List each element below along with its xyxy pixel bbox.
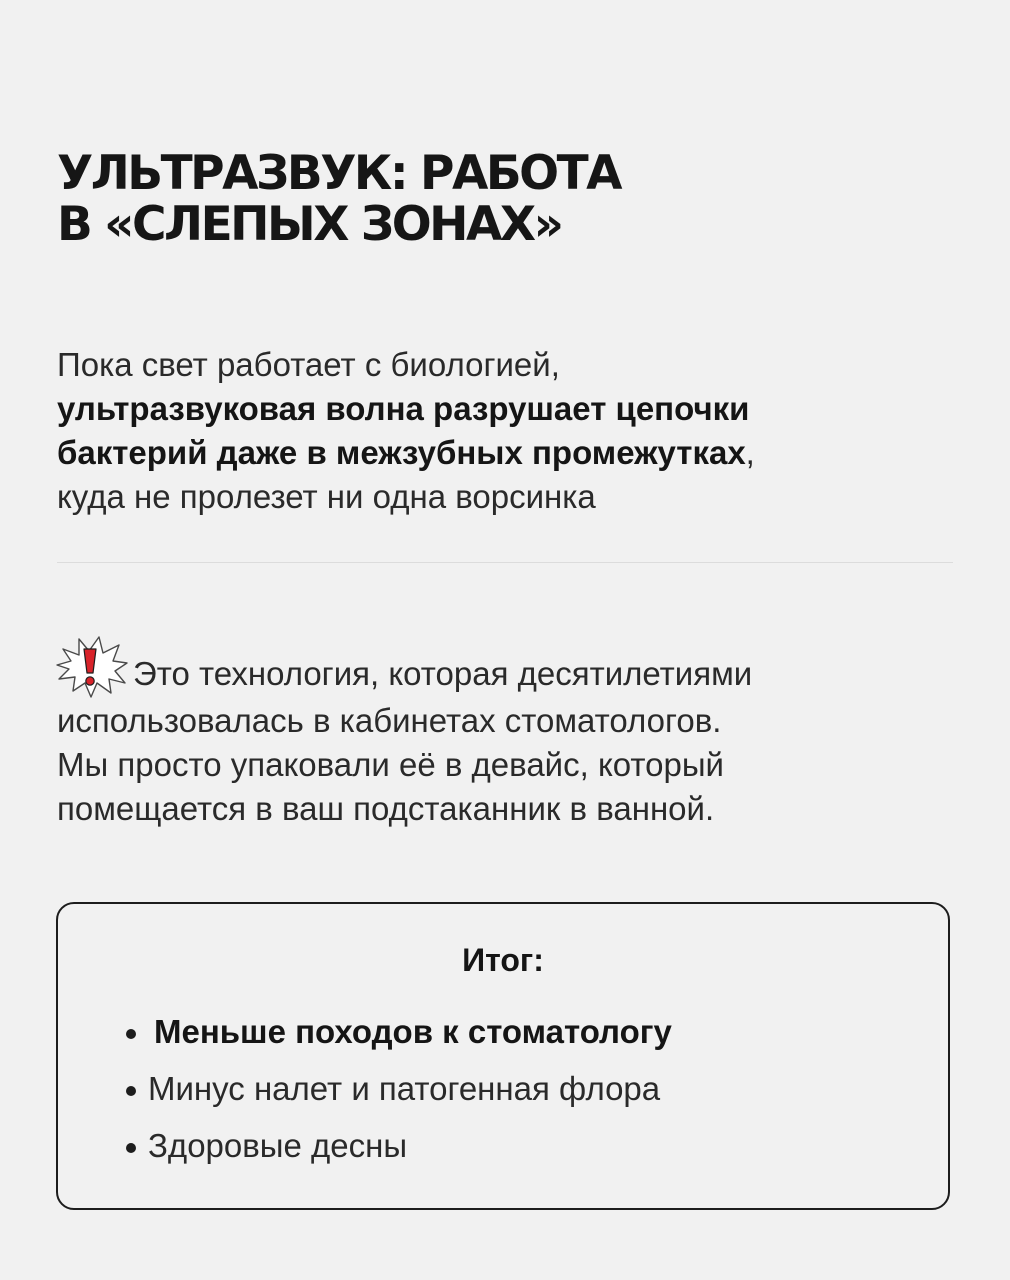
section-divider	[57, 562, 953, 563]
intro-line-4: куда не пролезет ни одна ворсинка	[57, 478, 596, 515]
note-line-3: Мы просто упаковали её в девайс, который	[57, 746, 724, 783]
note-line-1	[57, 635, 957, 699]
intro-comma: ,	[745, 434, 755, 471]
intro-paragraph	[57, 343, 957, 519]
intro-line-2	[57, 387, 957, 431]
title-line-2: В «СЛЕПЫХ ЗОНАХ»	[57, 197, 562, 252]
summary-list	[124, 1008, 672, 1179]
intro-line-3	[57, 431, 957, 475]
summary-title: Итог:	[462, 942, 544, 978]
note-paragraph	[57, 635, 957, 831]
intro-bold-2: бактерий даже в межзубных промежутках	[57, 434, 746, 471]
note-line-1-text: Это технология, которая десятилетиями	[133, 655, 753, 692]
summary-box	[56, 902, 950, 1210]
summary-item-healthy-gums: Здоровые десны	[124, 1122, 672, 1179]
exclamation-icon	[53, 635, 129, 699]
page-title	[57, 148, 957, 250]
intro-line-1: Пока свет работает с биологией,	[57, 346, 560, 383]
summary-item-less-plaque: Минус налет и патогенная флора	[124, 1065, 672, 1122]
note-line-2: использовалась в кабинетах стоматологов.	[57, 702, 722, 739]
note-line-4: помещается в ваш подстаканник в ванной.	[57, 790, 715, 827]
summary-item-fewer-visits: Меньше походов к стоматологу	[124, 1008, 672, 1065]
intro-bold-1: ультразвуковая волна разрушает цепочки	[57, 390, 750, 427]
title-line-1: УЛЬТРАЗВУК: РАБОТА	[57, 146, 621, 201]
